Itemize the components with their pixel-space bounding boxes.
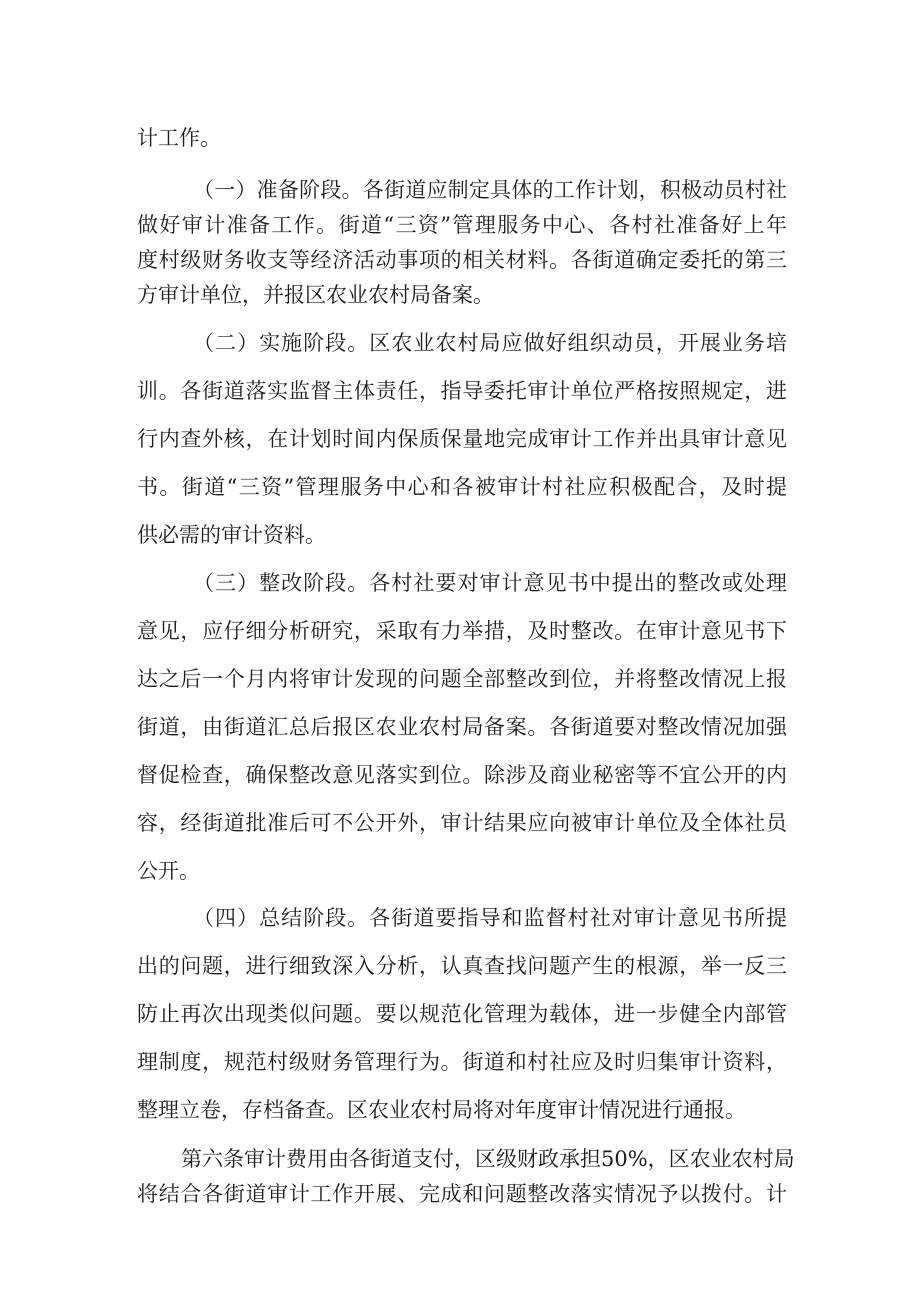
paragraph-heading-3: （三）整改阶段。各村社要对审计意见书中提出的整改或处理 — [193, 571, 787, 595]
text-line: 行内查外核，在计划时间内保质保量地完成审计工作并出具审计意见 — [137, 427, 787, 451]
text-line: 书。街道“三资”管理服务中心和各被审计村社应积极配合，及时提 — [137, 475, 787, 499]
text-line: 整理立卷，存档备查。区农业农村局将对年度审计情况进行通报。 — [137, 1098, 746, 1122]
text-line: 供必需的审计资料。 — [137, 523, 326, 547]
paragraph-heading-1: （一）准备阶段。各街道应制定具体的工作计划，积极动员村社 — [193, 178, 787, 202]
text-line: 督促检查，确保整改意见落实到位。除涉及商业秘密等不宜公开的内 — [137, 763, 787, 787]
text-line: 达之后一个月内将审计发现的问题全部整改到位，并将整改情况上报 — [137, 667, 787, 691]
article-six-line: 第六条审计费用由各街道支付，区级财政承担50%，区农业农村局 — [181, 1147, 795, 1171]
paragraph-heading-4: （四）总结阶段。各街道要指导和监督村社对审计意见书所提 — [193, 906, 787, 930]
text-line: 防止再次出现类似问题。要以规范化管理为载体，进一步健全内部管 — [137, 1002, 787, 1026]
text-line: 方审计单位，并报区农业农村局备案。 — [137, 283, 494, 307]
text-line: 度村级财务收支等经济活动事项的相关材料。各街道确定委托的第三 — [137, 248, 787, 272]
text-line: 公开。 — [137, 859, 200, 883]
text-line: 容，经街道批准后可不公开外，审计结果应向被审计单位及全体社员 — [137, 811, 787, 835]
text-line: 训。各街道落实监督主体责任，指导委托审计单位严格按照规定，进 — [137, 379, 787, 403]
text-line: 计工作。 — [137, 126, 221, 150]
paragraph-heading-2: （二）实施阶段。区农业农村局应做好组织动员，开展业务培 — [193, 331, 787, 355]
text-line: 意见，应仔细分析研究，采取有力举措，及时整改。在审计意见书下 — [137, 619, 787, 643]
text-line: 将结合各街道审计工作开展、完成和问题整改落实情况予以拨付。计 — [137, 1182, 787, 1206]
text-line: 出的问题，进行细致深入分析，认真查找问题产生的根源，举一反三 — [137, 954, 787, 978]
text-line: 街道，由街道汇总后报区农业农村局备案。各街道要对整改情况加强 — [137, 715, 787, 739]
text-line: 理制度，规范村级财务管理行为。街道和村社应及时归集审计资料， — [137, 1050, 787, 1074]
text-line: 做好审计准备工作。街道“三资”管理服务中心、各村社准备好上年 — [137, 213, 787, 237]
